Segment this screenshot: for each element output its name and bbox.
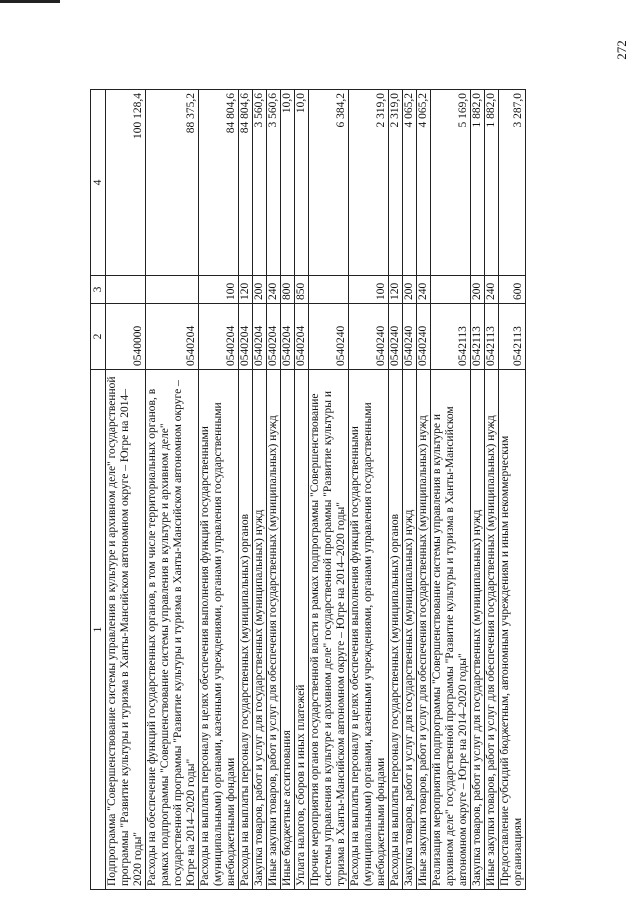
budget-table xyxy=(90,89,526,890)
row-code: 0540000 xyxy=(106,304,146,370)
rotated-page-content xyxy=(90,90,590,890)
table-row xyxy=(499,90,526,890)
row-name: Расходы на выплаты персоналу в целях обеспечения выполнения функций государственными (муниципальными) органами, казенными учреждениями, органами управления государственными внебюджетными фондами xyxy=(349,370,389,890)
row-code: 0540240 xyxy=(309,304,349,370)
top-edge-rule xyxy=(0,0,60,3)
row-name: Закупка товаров, работ и услуг для государственных (муниципальных) нужд xyxy=(471,370,485,890)
row-type: 100 xyxy=(349,276,389,304)
row-amount: 84 804,6 xyxy=(239,90,253,276)
row-name: Закупка товаров, работ и услуг для государственных (муниципальных) нужд xyxy=(403,370,417,890)
row-type: 240 xyxy=(485,276,499,304)
row-amount: 2 319,0 xyxy=(349,90,389,276)
row-name: Расходы на выплаты персоналу государственных (муниципальных) органов xyxy=(239,370,253,890)
row-amount: 2 319,0 xyxy=(389,90,403,276)
row-name: Расходы на выплаты персоналу в целях обеспечения выполнения функций государственными (муниципальными) органами, казенными учреждениями, органами управления государственными внебюджетными фондами xyxy=(199,370,239,890)
row-name: Иные бюджетные ассигнования xyxy=(281,370,295,890)
row-amount: 3 560,6 xyxy=(267,90,281,276)
table-row xyxy=(146,90,199,890)
row-amount: 1 882,0 xyxy=(485,90,499,276)
row-code: 0540204 xyxy=(146,304,199,370)
row-code: 0542113 xyxy=(471,304,485,370)
row-type xyxy=(431,276,471,304)
row-amount: 88 375,2 xyxy=(146,90,199,276)
row-type xyxy=(146,276,199,304)
table-row xyxy=(281,90,295,890)
row-type: 200 xyxy=(253,276,267,304)
table-row xyxy=(106,90,146,890)
header-col-3: 3 xyxy=(91,276,106,304)
row-amount: 3 560,6 xyxy=(253,90,267,276)
row-code: 0540240 xyxy=(389,304,403,370)
row-name: Иные закупки товаров, работ и услуг для обеспечения государственных (муниципальных) нужд xyxy=(417,370,431,890)
header-col-2: 2 xyxy=(91,304,106,370)
row-amount: 10,0 xyxy=(295,90,309,276)
row-type: 600 xyxy=(499,276,526,304)
row-name: Расходы на выплаты персоналу государственных (муниципальных) органов xyxy=(389,370,403,890)
row-type: 850 xyxy=(295,276,309,304)
row-amount: 4 065,2 xyxy=(417,90,431,276)
table-row xyxy=(389,90,403,890)
row-amount: 10,0 xyxy=(281,90,295,276)
row-type: 240 xyxy=(267,276,281,304)
row-code: 0540204 xyxy=(281,304,295,370)
table-header-row xyxy=(91,90,106,890)
row-type: 240 xyxy=(417,276,431,304)
row-type xyxy=(309,276,349,304)
table-row xyxy=(403,90,417,890)
table-row xyxy=(485,90,499,890)
row-amount: 84 804,6 xyxy=(199,90,239,276)
row-code: 0540204 xyxy=(295,304,309,370)
header-col-1: 1 xyxy=(91,370,106,890)
table-row xyxy=(267,90,281,890)
page-number: 272 xyxy=(614,40,629,60)
row-amount: 1 882,0 xyxy=(471,90,485,276)
row-code: 0542113 xyxy=(485,304,499,370)
row-type: 800 xyxy=(281,276,295,304)
table-row xyxy=(253,90,267,890)
row-name: Иные закупки товаров, работ и услуг для обеспечения государственных (муниципальных) нужд xyxy=(267,370,281,890)
table-row xyxy=(471,90,485,890)
row-type: 100 xyxy=(199,276,239,304)
row-name: Прочие мероприятия органов государственной власти в рамках подпрограммы "Совершенствование системы управления в культуре и архивном деле" государственной программы "Развитие культуры и туризма в Ханты-Мансийском автономном округе – Югре на 2014–2020 годы" xyxy=(309,370,349,890)
row-type xyxy=(106,276,146,304)
row-code: 0540240 xyxy=(403,304,417,370)
row-type: 200 xyxy=(403,276,417,304)
row-name: Подпрограмма "Совершенствование системы управления в культуре и архивном деле" государственной программы "Развитие культуры и туризма в Ханты-Мансийском автономном округе – Югре на 2014–2020 годы" xyxy=(106,370,146,890)
row-type: 120 xyxy=(389,276,403,304)
row-type: 120 xyxy=(239,276,253,304)
row-code: 0542113 xyxy=(431,304,471,370)
row-code: 0542113 xyxy=(499,304,526,370)
row-name: Реализация мероприятий подпрограммы "Совершенствование системы управления в культуре и архивном деле" государственной программы "Развитие культуры и туризма в Ханты-Мансийском автономном округе – Югре на 2014–2020 годы" xyxy=(431,370,471,890)
table-row xyxy=(199,90,239,890)
row-name: Расходы на обеспечение функций государственных органов, в том числе территориальных органов, в рамках подпрограммы "Совершенствование системы управления в культуре и архивном деле" государственной программы "Развитие культуры и туризма в Ханты-Мансийском автономном округе – Югре на 2014–2020 годы" xyxy=(146,370,199,890)
row-code: 0540204 xyxy=(199,304,239,370)
table-row xyxy=(295,90,309,890)
row-amount: 4 065,2 xyxy=(403,90,417,276)
row-code: 0540204 xyxy=(239,304,253,370)
table-row xyxy=(431,90,471,890)
row-name: Иные закупки товаров, работ и услуг для обеспечения государственных (муниципальных) нужд xyxy=(485,370,499,890)
row-amount: 3 287,0 xyxy=(499,90,526,276)
table-row xyxy=(349,90,389,890)
row-amount: 6 384,2 xyxy=(309,90,349,276)
table-body xyxy=(106,90,526,890)
row-name: Закупка товаров, работ и услуг для государственных (муниципальных) нужд xyxy=(253,370,267,890)
row-name: Предоставление субсидий бюджетным, автономным учреждениям и иным некоммерческим организациям xyxy=(499,370,526,890)
row-code: 0540240 xyxy=(417,304,431,370)
table-row xyxy=(417,90,431,890)
row-code: 0540204 xyxy=(253,304,267,370)
row-amount: 5 169,0 xyxy=(431,90,471,276)
row-code: 0540204 xyxy=(267,304,281,370)
row-code: 0540240 xyxy=(349,304,389,370)
table-row xyxy=(239,90,253,890)
row-name: Уплата налогов, сборов и иных платежей xyxy=(295,370,309,890)
row-amount: 100 128,4 xyxy=(106,90,146,276)
table-row xyxy=(309,90,349,890)
row-type: 200 xyxy=(471,276,485,304)
header-col-4: 4 xyxy=(91,90,106,276)
